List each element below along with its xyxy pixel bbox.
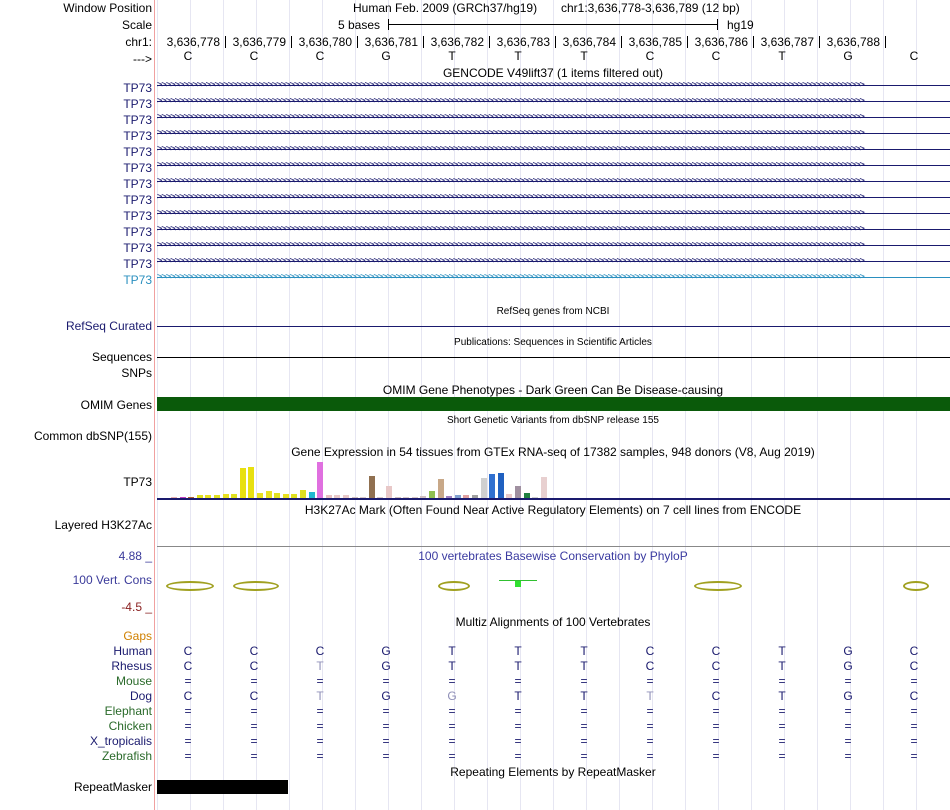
gencode-strand-arrows: >>>>>>>>>>>>>>>>>>>>>>>>>>>>>>>>>>>>>>>>>>>>>>>>>>>>>>>>>>>>>>>>>>>>>>>>>>>>>>>>>>>>>>>>>>>>>>>>>>>>>>>>>>>>>>>>>>>>>>>>>>>>>>>>>>>>>>>>>>>>>>>>>>>>>>>>>>>>>>>> bbox=[157, 114, 864, 121]
multiz-base: C bbox=[249, 659, 259, 673]
coordinate-label: 3,636,786 bbox=[694, 35, 748, 49]
multiz-base: = bbox=[514, 749, 522, 763]
multiz-base: = bbox=[250, 749, 258, 763]
repeatmasker-label[interactable]: RepeatMasker bbox=[73, 780, 152, 794]
refseq-title[interactable]: RefSeq genes from NCBI bbox=[496, 306, 610, 317]
multiz-base: = bbox=[448, 704, 456, 718]
multiz-base: = bbox=[910, 734, 918, 748]
multiz-base: = bbox=[580, 734, 588, 748]
multiz-base: T bbox=[514, 644, 522, 658]
multiz-base: C bbox=[909, 644, 919, 658]
multiz-species-label[interactable]: Rhesus bbox=[111, 659, 152, 673]
multiz-base: = bbox=[910, 719, 918, 733]
gencode-strand-arrows: >>>>>>>>>>>>>>>>>>>>>>>>>>>>>>>>>>>>>>>>>>>>>>>>>>>>>>>>>>>>>>>>>>>>>>>>>>>>>>>>>>>>>>>>>>>>>>>>>>>>>>>>>>>>>>>>>>>>>>>>>>>>>>>>>>>>>>>>>>>>>>>>>>>>>>>>>>>>>>>> bbox=[157, 242, 864, 249]
multiz-base: = bbox=[844, 719, 852, 733]
h3k27ac-title[interactable]: H3K27Ac Mark (Often Found Near Active Regulatory Elements) on 7 cell lines from ENCODE bbox=[304, 503, 802, 517]
multiz-base: = bbox=[514, 734, 522, 748]
gencode-transcript-label[interactable]: TP73 bbox=[123, 145, 152, 159]
multiz-base: = bbox=[580, 749, 588, 763]
multiz-base: G bbox=[381, 644, 391, 658]
base-letter: G bbox=[843, 49, 853, 63]
scale-label: Scale bbox=[121, 18, 152, 32]
multiz-base: = bbox=[316, 749, 324, 763]
gencode-transcript-label[interactable]: TP73 bbox=[123, 241, 152, 255]
conservation-negative-mark[interactable] bbox=[903, 581, 929, 591]
multiz-base: = bbox=[184, 734, 192, 748]
multiz-base: C bbox=[183, 644, 193, 658]
multiz-base: = bbox=[250, 719, 258, 733]
conservation-negative-mark[interactable] bbox=[166, 581, 214, 591]
multiz-base: = bbox=[316, 674, 324, 688]
base-letter: T bbox=[514, 49, 522, 63]
h3k27ac-baseline bbox=[157, 546, 950, 547]
gencode-transcript-label[interactable]: TP73 bbox=[123, 257, 152, 271]
multiz-base: T bbox=[580, 689, 588, 703]
multiz-base: = bbox=[382, 704, 390, 718]
multiz-base: = bbox=[316, 704, 324, 718]
conservation-positive-bar[interactable] bbox=[515, 581, 521, 587]
publications-feature-line[interactable] bbox=[157, 357, 950, 358]
gtex-bar[interactable] bbox=[386, 486, 392, 498]
multiz-base: = bbox=[778, 719, 786, 733]
gtex-bar[interactable] bbox=[541, 477, 547, 498]
multiz-base: = bbox=[514, 704, 522, 718]
coordinate-label: 3,636,778 bbox=[166, 35, 220, 49]
multiz-base: T bbox=[580, 659, 588, 673]
multiz-base: C bbox=[249, 689, 259, 703]
base-letter: C bbox=[645, 49, 655, 63]
multiz-base: C bbox=[909, 659, 919, 673]
scale-bar-text: 5 bases bbox=[338, 18, 381, 32]
gtex-bar[interactable] bbox=[317, 462, 323, 498]
coordinate-label: 3,636,787 bbox=[760, 35, 814, 49]
scale-bar-left-tick bbox=[388, 19, 389, 30]
gencode-transcript-label[interactable]: TP73 bbox=[123, 177, 152, 191]
base-letter: C bbox=[249, 49, 259, 63]
omim-feature-bar[interactable] bbox=[157, 397, 950, 411]
coordinate-label: 3,636,784 bbox=[562, 35, 616, 49]
gencode-strand-arrows: >>>>>>>>>>>>>>>>>>>>>>>>>>>>>>>>>>>>>>>>>>>>>>>>>>>>>>>>>>>>>>>>>>>>>>>>>>>>>>>>>>>>>>>>>>>>>>>>>>>>>>>>>>>>>>>>>>>>>>>>>>>>>>>>>>>>>>>>>>>>>>>>>>>>>>>>>>>>>>>> bbox=[157, 178, 864, 185]
gencode-strand-arrows: >>>>>>>>>>>>>>>>>>>>>>>>>>>>>>>>>>>>>>>>>>>>>>>>>>>>>>>>>>>>>>>>>>>>>>>>>>>>>>>>>>>>>>>>>>>>>>>>>>>>>>>>>>>>>>>>>>>>>>>>>>>>>>>>>>>>>>>>>>>>>>>>>>>>>>>>>>>>>>>> bbox=[157, 258, 864, 265]
gencode-strand-arrows: >>>>>>>>>>>>>>>>>>>>>>>>>>>>>>>>>>>>>>>>>>>>>>>>>>>>>>>>>>>>>>>>>>>>>>>>>>>>>>>>>>>>>>>>>>>>>>>>>>>>>>>>>>>>>>>>>>>>>>>>>>>>>>>>>>>>>>>>>>>>>>>>>>>>>>>>>>>>>>>> bbox=[157, 194, 864, 201]
multiz-base: = bbox=[646, 734, 654, 748]
multiz-base: = bbox=[448, 719, 456, 733]
gencode-strand-arrows: >>>>>>>>>>>>>>>>>>>>>>>>>>>>>>>>>>>>>>>>>>>>>>>>>>>>>>>>>>>>>>>>>>>>>>>>>>>>>>>>>>>>>>>>>>>>>>>>>>>>>>>>>>>>>>>>>>>>>>>>>>>>>>>>>>>>>>>>>>>>>>>>>>>>>>>>>>>>>>>> bbox=[157, 226, 864, 233]
gencode-transcript-label[interactable]: TP73 bbox=[123, 81, 152, 95]
omim-label[interactable]: OMIM Genes bbox=[80, 398, 152, 412]
multiz-base: T bbox=[778, 689, 786, 703]
gtex-bar[interactable] bbox=[429, 491, 435, 498]
gencode-transcript-label[interactable]: TP73 bbox=[123, 225, 152, 239]
multiz-base: C bbox=[183, 659, 193, 673]
coordinate-label: 3,636,782 bbox=[430, 35, 484, 49]
multiz-base: = bbox=[910, 674, 918, 688]
multiz-species-label[interactable]: X_tropicalis bbox=[89, 734, 152, 748]
snps-label[interactable]: SNPs bbox=[121, 366, 152, 380]
gencode-strand-arrows: >>>>>>>>>>>>>>>>>>>>>>>>>>>>>>>>>>>>>>>>>>>>>>>>>>>>>>>>>>>>>>>>>>>>>>>>>>>>>>>>>>>>>>>>>>>>>>>>>>>>>>>>>>>>>>>>>>>>>>>>>>>>>>>>>>>>>>>>>>>>>>>>>>>>>>>>>>>>>>>> bbox=[157, 98, 864, 105]
multiz-base: = bbox=[514, 719, 522, 733]
coordinate-tick bbox=[885, 36, 886, 48]
multiz-base: T bbox=[778, 659, 786, 673]
base-letter: T bbox=[448, 49, 456, 63]
conservation-negative-mark[interactable] bbox=[438, 581, 470, 591]
cons-min-label: -4.5 _ bbox=[121, 600, 152, 614]
multiz-base: = bbox=[580, 719, 588, 733]
multiz-base: T bbox=[514, 689, 522, 703]
h3k27ac-label[interactable]: Layered H3K27Ac bbox=[54, 518, 152, 532]
multiz-base: = bbox=[844, 704, 852, 718]
multiz-base: = bbox=[712, 719, 720, 733]
multiz-base: = bbox=[382, 734, 390, 748]
gencode-title[interactable]: GENCODE V49lift37 (1 items filtered out) bbox=[442, 66, 664, 80]
multiz-base: T bbox=[316, 689, 324, 703]
multiz-base: T bbox=[646, 689, 654, 703]
gtex-bar[interactable] bbox=[300, 490, 306, 498]
scale-bar bbox=[388, 24, 718, 25]
strand-label: ---> bbox=[133, 52, 152, 66]
gtex-title[interactable]: Gene Expression in 54 tissues from GTEx RNA-seq of 17382 samples, 948 donors (V8, Aug 2019) bbox=[291, 445, 815, 459]
multiz-base: C bbox=[645, 644, 655, 658]
multiz-species-label[interactable]: Zebrafish bbox=[101, 749, 152, 763]
base-letter: C bbox=[909, 49, 919, 63]
chrom-label: chr1: bbox=[125, 35, 152, 49]
gtex-bar[interactable] bbox=[438, 479, 444, 498]
conservation-negative-mark[interactable] bbox=[694, 581, 742, 591]
multiz-base: T bbox=[514, 659, 522, 673]
gtex-bar[interactable] bbox=[266, 491, 272, 498]
multiz-base: = bbox=[250, 704, 258, 718]
gtex-bar[interactable] bbox=[515, 486, 521, 498]
multiz-base: = bbox=[580, 704, 588, 718]
refseq-feature-line[interactable] bbox=[157, 326, 950, 327]
multiz-base: C bbox=[645, 659, 655, 673]
multiz-base: = bbox=[646, 719, 654, 733]
coordinate-label: 3,636,788 bbox=[826, 35, 880, 49]
gtex-bar[interactable] bbox=[369, 476, 375, 498]
multiz-base: C bbox=[249, 644, 259, 658]
multiz-base: = bbox=[448, 749, 456, 763]
gencode-transcript-label[interactable]: TP73 bbox=[123, 273, 152, 287]
omim-title[interactable]: OMIM Gene Phenotypes - Dark Green Can Be Disease-causing bbox=[382, 383, 724, 397]
gencode-strand-arrows: >>>>>>>>>>>>>>>>>>>>>>>>>>>>>>>>>>>>>>>>>>>>>>>>>>>>>>>>>>>>>>>>>>>>>>>>>>>>>>>>>>>>>>>>>>>>>>>>>>>>>>>>>>>>>>>>>>>>>>>>>>>>>>>>>>>>>>>>>>>>>>>>>>>>>>>>>>>>>>>> bbox=[157, 82, 864, 89]
dbsnp-label[interactable]: Common dbSNP(155) bbox=[33, 429, 152, 443]
multiz-base: C bbox=[315, 644, 325, 658]
multiz-base: = bbox=[580, 674, 588, 688]
cons-label[interactable]: 100 Vert. Cons bbox=[72, 573, 152, 587]
gtex-baseline bbox=[157, 498, 950, 500]
gencode-strand-arrows: >>>>>>>>>>>>>>>>>>>>>>>>>>>>>>>>>>>>>>>>>>>>>>>>>>>>>>>>>>>>>>>>>>>>>>>>>>>>>>>>>>>>>>>>>>>>>>>>>>>>>>>>>>>>>>>>>>>>>>>>>>>>>>>>>>>>>>>>>>>>>>>>>>>>>>>>>>>>>>>> bbox=[157, 210, 864, 217]
coordinate-label: 3,636,783 bbox=[496, 35, 550, 49]
multiz-base: = bbox=[448, 734, 456, 748]
label-divider bbox=[154, 0, 155, 810]
multiz-base: T bbox=[316, 659, 324, 673]
repeatmasker-feature[interactable] bbox=[157, 780, 288, 794]
multiz-base: = bbox=[778, 704, 786, 718]
multiz-base: = bbox=[844, 749, 852, 763]
gencode-transcript-label[interactable]: TP73 bbox=[123, 161, 152, 175]
gaps-label: Gaps bbox=[123, 629, 152, 643]
multiz-base: C bbox=[711, 689, 721, 703]
base-letter: T bbox=[778, 49, 786, 63]
scale-db: hg19 bbox=[727, 18, 754, 32]
gencode-transcript-label[interactable]: TP73 bbox=[123, 97, 152, 111]
conservation-plot[interactable] bbox=[157, 562, 950, 607]
multiz-species-label[interactable]: Elephant bbox=[104, 704, 152, 718]
multiz-base: C bbox=[909, 689, 919, 703]
base-letter: C bbox=[183, 49, 193, 63]
multiz-base: = bbox=[184, 719, 192, 733]
multiz-base: = bbox=[184, 749, 192, 763]
gtex-bar[interactable] bbox=[498, 473, 504, 498]
base-letter: C bbox=[315, 49, 325, 63]
multiz-base: C bbox=[183, 689, 193, 703]
multiz-base: = bbox=[382, 749, 390, 763]
gtex-bar[interactable] bbox=[248, 467, 254, 498]
gencode-transcript-label[interactable]: TP73 bbox=[123, 193, 152, 207]
multiz-base: = bbox=[844, 734, 852, 748]
multiz-base: = bbox=[316, 719, 324, 733]
base-letter: C bbox=[711, 49, 721, 63]
multiz-base: = bbox=[910, 704, 918, 718]
multiz-base: G bbox=[843, 659, 853, 673]
multiz-base: T bbox=[448, 644, 456, 658]
multiz-base: G bbox=[381, 659, 391, 673]
gencode-strand-arrows: >>>>>>>>>>>>>>>>>>>>>>>>>>>>>>>>>>>>>>>>>>>>>>>>>>>>>>>>>>>>>>>>>>>>>>>>>>>>>>>>>>>>>>>>>>>>>>>>>>>>>>>>>>>>>>>>>>>>>>>>>>>>>>>>>>>>>>>>>>>>>>>>>>>>>>>>>>>>>>>> bbox=[157, 146, 864, 153]
multiz-base: = bbox=[778, 674, 786, 688]
base-letter: G bbox=[381, 49, 391, 63]
multiz-base: = bbox=[910, 749, 918, 763]
multiz-base: C bbox=[711, 644, 721, 658]
gencode-strand-arrows: >>>>>>>>>>>>>>>>>>>>>>>>>>>>>>>>>>>>>>>>>>>>>>>>>>>>>>>>>>>>>>>>>>>>>>>>>>>>>>>>>>>>>>>>>>>>>>>>>>>>>>>>>>>>>>>>>>>>>>>>>>>>>>>>>>>>>>>>>>>>>>>>>>>>>>>>>>>>>>>> bbox=[157, 274, 864, 281]
gencode-transcript-label[interactable]: TP73 bbox=[123, 113, 152, 127]
multiz-base: G bbox=[447, 689, 457, 703]
multiz-species-label[interactable]: Mouse bbox=[115, 674, 152, 688]
refseq-label[interactable]: RefSeq Curated bbox=[65, 319, 152, 333]
multiz-base: G bbox=[381, 689, 391, 703]
multiz-base: = bbox=[184, 704, 192, 718]
multiz-base: = bbox=[382, 674, 390, 688]
coordinate-label: 3,636,781 bbox=[364, 35, 418, 49]
multiz-base: = bbox=[646, 749, 654, 763]
gtex-bar[interactable] bbox=[481, 478, 487, 498]
coordinate-label: 3,636,780 bbox=[298, 35, 352, 49]
multiz-base: = bbox=[844, 674, 852, 688]
cons-max-label: 4.88 _ bbox=[118, 549, 152, 563]
multiz-base: = bbox=[712, 674, 720, 688]
publications-title[interactable]: Publications: Sequences in Scientific Articles bbox=[454, 337, 652, 348]
multiz-species-label[interactable]: Chicken bbox=[108, 719, 152, 733]
repeatmasker-title[interactable]: Repeating Elements by RepeatMasker bbox=[450, 765, 656, 779]
multiz-base: = bbox=[382, 719, 390, 733]
multiz-base: = bbox=[448, 674, 456, 688]
gtex-label[interactable]: TP73 bbox=[123, 475, 152, 489]
multiz-base: T bbox=[448, 659, 456, 673]
window-position-label: Window Position bbox=[63, 1, 152, 15]
gtex-bar[interactable] bbox=[489, 474, 495, 498]
multiz-base: G bbox=[843, 644, 853, 658]
multiz-base: = bbox=[250, 674, 258, 688]
multiz-base: = bbox=[778, 734, 786, 748]
assembly-title: Human Feb. 2009 (GRCh37/hg19) bbox=[353, 1, 538, 15]
multiz-base: C bbox=[711, 659, 721, 673]
conservation-negative-mark[interactable] bbox=[233, 581, 279, 591]
coordinate-label: 3,636,785 bbox=[628, 35, 682, 49]
multiz-base: G bbox=[843, 689, 853, 703]
multiz-base: = bbox=[316, 734, 324, 748]
multiz-base: = bbox=[646, 704, 654, 718]
cons-title[interactable]: 100 vertebrates Basewise Conservation by PhyloP bbox=[418, 549, 688, 563]
sequences-label[interactable]: Sequences bbox=[91, 350, 152, 364]
multiz-base: = bbox=[778, 749, 786, 763]
coordinate-label: 3,636,779 bbox=[232, 35, 286, 49]
multiz-species-label[interactable]: Dog bbox=[129, 689, 152, 703]
scale-bar-right-tick bbox=[717, 19, 718, 30]
gencode-strand-arrows: >>>>>>>>>>>>>>>>>>>>>>>>>>>>>>>>>>>>>>>>>>>>>>>>>>>>>>>>>>>>>>>>>>>>>>>>>>>>>>>>>>>>>>>>>>>>>>>>>>>>>>>>>>>>>>>>>>>>>>>>>>>>>>>>>>>>>>>>>>>>>>>>>>>>>>>>>>>>>>>> bbox=[157, 130, 864, 137]
dbsnp-title[interactable]: Short Genetic Variants from dbSNP release 155 bbox=[447, 415, 659, 426]
multiz-base: = bbox=[184, 674, 192, 688]
multiz-base: = bbox=[250, 734, 258, 748]
multiz-base: T bbox=[778, 644, 786, 658]
multiz-base: T bbox=[580, 644, 588, 658]
multiz-title[interactable]: Multiz Alignments of 100 Vertebrates bbox=[455, 615, 651, 629]
gencode-strand-arrows: >>>>>>>>>>>>>>>>>>>>>>>>>>>>>>>>>>>>>>>>>>>>>>>>>>>>>>>>>>>>>>>>>>>>>>>>>>>>>>>>>>>>>>>>>>>>>>>>>>>>>>>>>>>>>>>>>>>>>>>>>>>>>>>>>>>>>>>>>>>>>>>>>>>>>>>>>>>>>>>> bbox=[157, 162, 864, 169]
base-letter: T bbox=[580, 49, 588, 63]
position-readout[interactable]: chr1:3,636,778-3,636,789 (12 bp) bbox=[561, 1, 740, 15]
gencode-transcript-label[interactable]: TP73 bbox=[123, 209, 152, 223]
gtex-bar[interactable] bbox=[240, 468, 246, 498]
gencode-transcript-label[interactable]: TP73 bbox=[123, 129, 152, 143]
multiz-base: = bbox=[514, 674, 522, 688]
gtex-bar-chart[interactable] bbox=[157, 460, 950, 498]
multiz-base: = bbox=[646, 674, 654, 688]
multiz-base: = bbox=[712, 704, 720, 718]
multiz-base: = bbox=[712, 734, 720, 748]
multiz-species-label[interactable]: Human bbox=[113, 644, 152, 658]
multiz-base: = bbox=[712, 749, 720, 763]
